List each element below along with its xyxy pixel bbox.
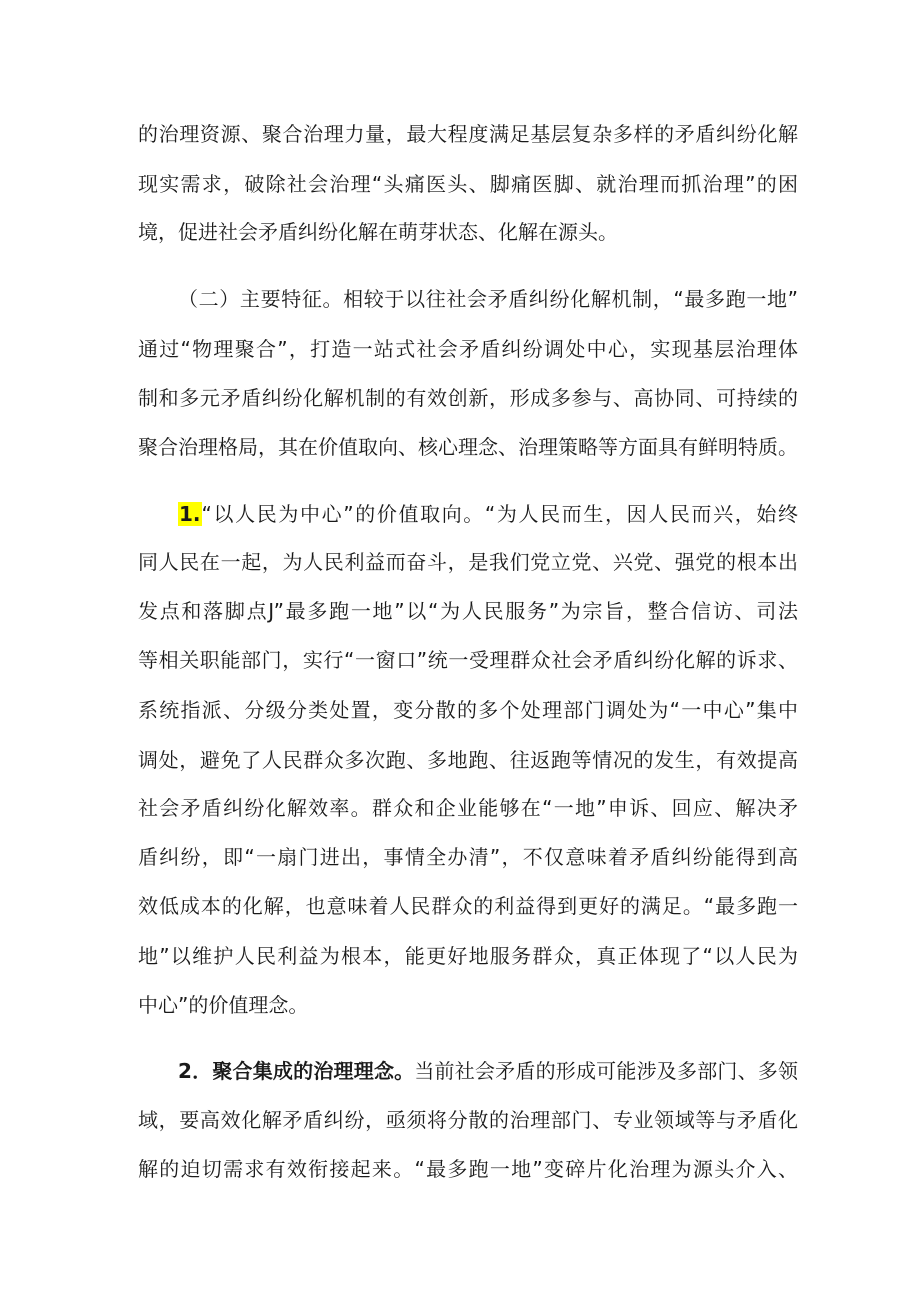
item-heading-bold: 2．聚合集成的治理理念。 — [178, 1059, 415, 1083]
item-first-line-text: 当前社会矛盾的形成可能涉及多部门、多领 — [414, 1059, 799, 1083]
item-first-line-text: “以人民为中心”的价值取向。“为人民而生，因人民而兴，始终 — [201, 502, 798, 526]
text-line: 等相关职能部门，实行“一窗口”统一受理群众社会矛盾纠纷化解的诉求、 — [138, 648, 798, 672]
text-line: 解的迫切需求有效衔接起来。“最多跑一地”变碎片化治理为源头介入、 — [138, 1157, 798, 1181]
text-line: 通过“物理聚合”，打造一站式社会矛盾纠纷调处中心，实现基层治理体 — [138, 337, 798, 361]
text-line: 聚合治理格局，其在价值取向、核心理念、治理策略等方面具有鲜明特质。 — [138, 435, 798, 459]
text-line: 境，促进社会矛盾纠纷化解在萌芽状态、化解在源头。 — [138, 220, 618, 244]
numbered-item-first-line — [178, 500, 798, 528]
text-line: 的治理资源、聚合治理力量，最大程度满足基层复杂多样的矛盾纠纷化解 — [138, 122, 798, 146]
text-line: 盾纠纷，即“一扇门进出，事情全办清”，不仅意味着矛盾纠纷能得到高 — [138, 845, 798, 869]
text-line: 制和多元矛盾纠纷化解机制的有效创新，形成多参与、高协同、可持续的 — [138, 386, 798, 410]
text-line: 现实需求，破除社会治理“头痛医头、脚痛医脚、就治理而抓治理”的困 — [138, 172, 798, 196]
text-line: 调处，避免了人民群众多次跑、多地跑、往返跑等情况的发生，有效提高 — [138, 748, 798, 772]
text-line: 发点和落脚点J”最多跑一地”以“为人民服务”为宗旨，整合信访、司法 — [138, 599, 798, 623]
text-line: 系统指派、分级分类处置，变分散的多个处理部门调处为“一中心”集中 — [138, 698, 798, 722]
section-heading-line: （二）主要特征。相较于以往社会矛盾纠纷化解机制，“最多跑一地” — [178, 287, 798, 311]
text-line: 中心”的价值理念。 — [138, 993, 309, 1017]
text-line: 社会矛盾纠纷化解效率。群众和企业能够在“一地”申诉、回应、解决矛 — [138, 796, 798, 820]
item-number-highlight: 1. — [179, 502, 201, 526]
numbered-item-first-line — [178, 1057, 798, 1085]
text-line: 地”以维护人民利益为根本，能更好地服务群众，真正体现了“以人民为 — [138, 944, 798, 968]
text-line: 同人民在一起，为人民利益而奋斗，是我们党立党、兴党、强党的根本出 — [138, 550, 798, 574]
text-line: 域，要高效化解矛盾纠纷，亟须将分散的治理部门、专业领域等与矛盾化 — [138, 1108, 798, 1132]
text-line: 效低成本的化解，也意味着人民群众的利益得到更好的满足。“最多跑一 — [138, 894, 798, 918]
